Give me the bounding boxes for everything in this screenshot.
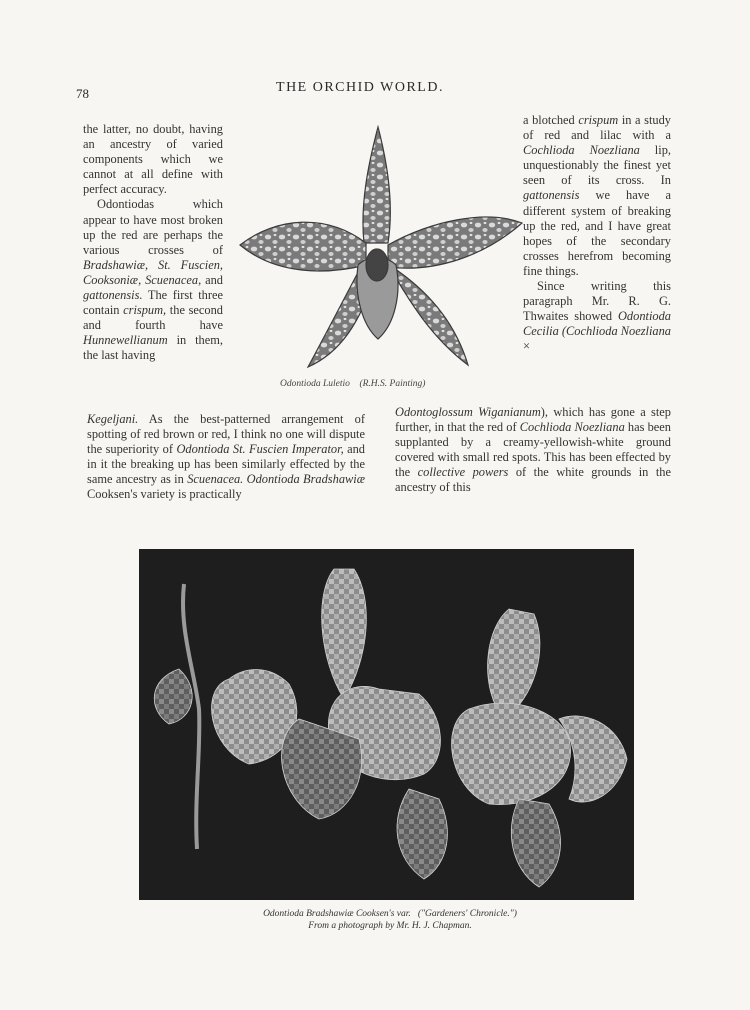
orchid-flower-illustration — [236, 125, 526, 375]
italic-run: Kegeljani. — [87, 412, 139, 426]
text-run: a blotched — [523, 113, 579, 127]
text-run: has been supplanted by a creamy-yellowish-white ground covered with small red spots. This has been effected by the — [395, 420, 671, 480]
right-sepal — [386, 261, 468, 365]
bud — [154, 669, 192, 724]
orchid-spray-drawing — [139, 549, 634, 900]
bottom-figure-caption — [210, 908, 570, 932]
running-title: THE ORCHID WORLD. — [276, 80, 444, 95]
italic-run: Scuenacea. Odontioda Bradshawiæ — [187, 472, 365, 487]
caption-line-1 — [210, 908, 570, 920]
italic-run: Odontioda St. Fuscien Imperator, — [176, 442, 344, 457]
italic-run: gattonensis — [523, 188, 580, 203]
orchid-flower-drawing — [236, 125, 526, 375]
italic-run: crispum — [578, 113, 619, 127]
text-run: The first three contain — [83, 288, 223, 318]
lower-sepal-2 — [511, 799, 560, 887]
paragraph — [83, 122, 223, 197]
caption-name: Odontioda Bradshawiæ Cooksen's var. — [263, 909, 411, 919]
paragraph — [83, 197, 223, 363]
italic-run: Odontoglossum Wiganianum — [395, 405, 541, 419]
lower-right-text — [395, 405, 671, 496]
top-figure-caption — [280, 379, 500, 389]
text-run: of the white grounds in the ancestry of this — [395, 465, 671, 495]
italic-run: gattonensis. — [83, 288, 143, 303]
text-run: in a study of red and lilac with a — [523, 113, 671, 143]
page-number: 78 — [76, 86, 89, 101]
paragraph — [87, 412, 365, 503]
stem — [183, 584, 199, 849]
lower-left-text — [87, 412, 365, 503]
italic-run: Odontioda Cecilia (Cochlioda Noezliana — [523, 309, 671, 339]
text-run: As the best-patterned arrangement of spotting of red brown or red, I think no one will dispute the superiority of — [87, 412, 365, 457]
text-run: Since writing this paragraph Mr. R. G. Thwaites showed — [523, 279, 671, 324]
caption-source: ("Gardeners' Chronicle.") — [417, 909, 517, 919]
caption-source: (R.H.S. Painting) — [359, 379, 426, 389]
italic-run: Cochlioda Noezliana — [519, 420, 625, 435]
paragraph — [523, 113, 671, 279]
italic-run: collective powers — [417, 465, 509, 480]
caption-name: Odontioda Luletio — [280, 379, 350, 389]
paragraph — [523, 279, 671, 354]
flower-3-lip — [452, 703, 571, 804]
paragraph — [395, 405, 671, 496]
text-run: Cooksen's variety is practically — [87, 487, 242, 502]
italic-run: Cochlioda Noezliana — [523, 143, 640, 158]
italic-run: Bradshawiæ, St. Fuscien, Cooksoniæ, Scuenacea, — [83, 257, 223, 287]
column — [366, 249, 388, 281]
text-run: ), which has gone a step further, in that the red of — [395, 405, 671, 435]
text-run: lip, unquestionably the finest yet seen of its cross. In — [523, 143, 671, 188]
italic-run: crispum, — [123, 303, 167, 318]
left-column-text — [83, 122, 223, 364]
text-run: the second and fourth have — [83, 303, 223, 333]
right-petal — [388, 217, 522, 268]
text-run: the latter, no doubt, having an ancestry of varied components which we cannot at all define with perfect accuracy. — [83, 122, 223, 197]
lower-sepal — [397, 789, 447, 879]
text-run: we have a different system of breaking up the red, and I have great hopes of the secondary crosses herefrom becoming fine things. — [523, 188, 671, 278]
italic-run: Hunnewellianum — [83, 333, 168, 348]
text-run: and in it the breaking up has been similarly effected by the same ancestry as in — [87, 442, 365, 487]
dorsal-sepal-2 — [322, 569, 367, 699]
text-run: in them, the last having — [83, 333, 223, 363]
right-column-text — [523, 113, 671, 355]
text-run: and — [201, 272, 223, 287]
orchid-photograph — [139, 549, 634, 900]
left-petal — [240, 222, 366, 271]
dorsal-sepal — [363, 127, 390, 243]
caption-line-2: From a photograph by Mr. H. J. Chapman. — [308, 921, 472, 931]
text-run: × — [523, 339, 530, 354]
dorsal-sepal-3 — [488, 609, 540, 719]
text-run: Odontiodas which appear to have most broken up the red are perhaps the various crosses of — [83, 197, 223, 257]
